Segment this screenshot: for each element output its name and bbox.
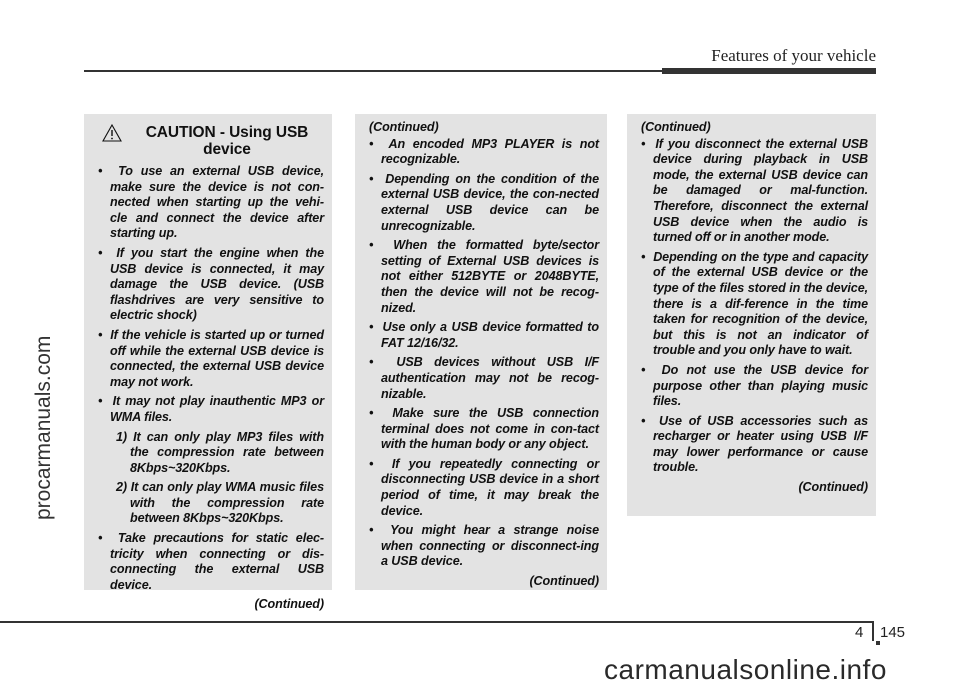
list-item: • If you disconnect the external USB device during playback in USB mode, the external USB device can be damaged or mal-function. Therefore, disconnect the external USB device when the audio is turned off or in another mode. [641,137,868,246]
caution-panel-3 [627,114,876,516]
warning-triangle-icon [102,124,122,142]
list-item: • If the vehicle is started up or turned off while the external USB device is connected, the external USB device may not work. [98,328,324,390]
sub-item: 1) It can only play MP3 files with the compression rate between 8Kbps~320Kbps. [116,429,324,475]
caution-list-3 [641,137,868,476]
bottom-watermark: carmanualsonline.info [604,654,887,685]
header-rule [84,70,662,72]
list-item: • When the formatted byte/sector setting of External USB devices is not either 512BYTE or 2048BYTE, then the device will not be recog-nized. [369,238,599,316]
list-item: • Use of USB accessories such as recharger or heater using USB I/F may lower performance or cause trouble. [641,414,868,476]
side-watermark-text: procarmanuals.com [32,335,55,520]
caution-panel-1 [84,114,332,612]
page-number: 145 [880,624,906,641]
list-item: • Depending on the condition of the external USB device, the con-nected external USB device can be unrecognizable. [369,172,599,234]
caution-list-1 [98,164,324,426]
footer-marker [876,641,880,645]
list-item: • It may not play inauthentic MP3 or WMA files. [98,394,324,425]
list-item: • Take precautions for static elec-tricity when connecting or dis-connecting the external USB device. [98,531,324,593]
continued-top-label: (Continued) [641,120,711,134]
list-item: • You might hear a strange noise when connecting or disconnect-ing a USB device. [369,523,599,570]
continued-top-label: (Continued) [369,120,439,134]
sub-item: 2) It can only play WMA music files with the compression rate between 8Kbps~320Kbps. [116,480,324,526]
chapter-number: 4 [855,624,864,641]
list-item: • To use an external USB device, make sure the device is not con-nected when starting up the vehi-cle and connect the device after starting up. [98,164,324,242]
list-item: • Use only a USB device formatted to FAT 12/16/32. [369,320,599,351]
caution-list-1b [98,531,324,593]
list-item: • Make sure the USB connection terminal does not come in con-tact with the human body or any object. [369,406,599,453]
caution-title: CAUTION - Using USB device [145,124,309,158]
header-rule-accent [662,68,876,74]
page-header-title: Features of your vehicle [711,46,876,65]
caution-heading [98,124,324,158]
continued-label: (Continued) [798,480,868,495]
side-watermark [0,140,55,540]
continued-label: (Continued) [254,597,324,612]
footer-rule [0,621,872,623]
caution-list-2 [369,137,599,570]
list-item: • An encoded MP3 PLAYER is not recognizable. [369,137,599,168]
caution-panel-2 [355,114,607,590]
list-item: • Depending on the type and capacity of the external USB device or the type of the files stored in the device, there is a dif-ference in the time taken for recognition of the device, but this is not an indicator of trouble and you only have to wait. [641,250,868,359]
list-item: • If you repeatedly connecting or disconnecting USB device in a short period of time, it may break the device. [369,457,599,519]
list-item: • USB devices without USB I/F authentication may not be recog-nizable. [369,355,599,402]
list-item: • If you start the engine when the USB device is connected, it may damage the USB device. (USB flashdrives are very sensitive to electric shock) [98,246,324,324]
continued-label: (Continued) [529,574,599,589]
list-item: • Do not use the USB device for purpose other than playing music files. [641,363,868,410]
footer-divider [872,621,874,641]
